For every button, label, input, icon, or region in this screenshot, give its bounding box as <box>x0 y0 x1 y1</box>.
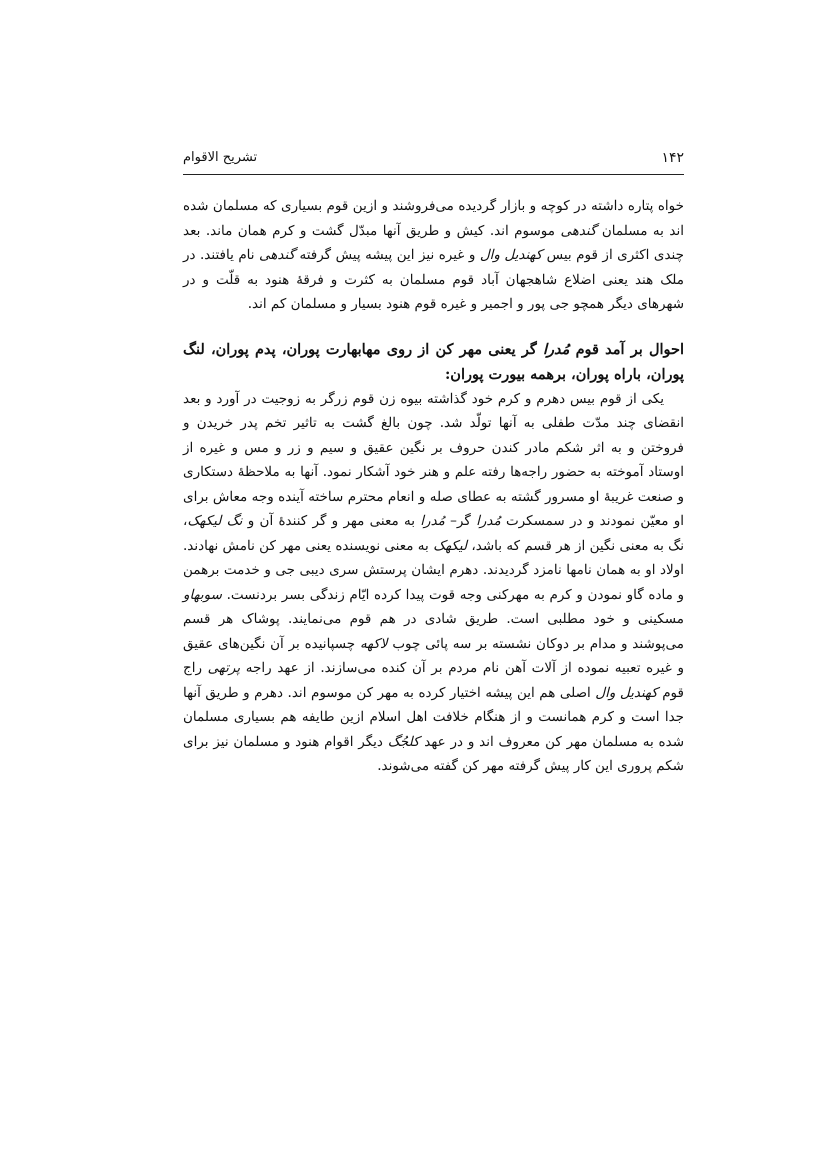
text-run: به معنی مهر و گر کنندهٔ آن و <box>242 513 421 529</box>
text-run: گر– <box>444 513 477 529</box>
page-number: ۱۴۲ <box>661 150 684 166</box>
italic-term: گندهی <box>560 222 597 239</box>
text-run: و غیره نیز این پیشه پیش گرفته <box>295 247 480 263</box>
italic-term: کهندیل وال <box>479 247 543 263</box>
section-heading <box>183 337 684 387</box>
text-run: دیگر اقوام هنود و مسلمان نیز برای شکم پروری این کار پیش گرفته مهر کن گفته می‌شوند. <box>183 733 684 774</box>
italic-term: گندهی <box>259 247 295 263</box>
text-run: موسوم اند. کیش و طریق آنها مبدّل گشت و کرم همان ماند. بعد چندی اکثری از قوم بیس <box>183 222 684 263</box>
paragraph-1 <box>183 194 684 317</box>
italic-term: لیکهک <box>433 537 468 554</box>
text-run: به معنی نویسنده یعنی مهر کن نامش نهادند. اولاد او به همان نامها نامزد گردیدند. دهرم ایشان پرستش سری دیبی جی و خدمت برهمن و ماده گاو نمودن و کرم به مهرکنی وجه قوت پیدا کرده ایّام زندگی بسر بردنست. <box>183 537 684 603</box>
italic-term: مُدرا <box>420 513 445 529</box>
italic-term: کلجُگ <box>387 733 420 750</box>
italic-term: پرتهی <box>207 660 241 676</box>
running-header <box>183 146 684 175</box>
italic-term: مُدرا <box>476 513 501 529</box>
text-run: مسکینی و خود مطلبی است. طریق شادی در هم قوم می‌نمایند. پوشاک هر قسم می‌پوشند و مدام بر دوکان نشسته بر سه پائی چوب <box>183 611 684 652</box>
text-run: ، نگ به معنی نگین از هر قسم که باشد، <box>183 513 685 554</box>
italic-term: لاکهه <box>359 635 388 652</box>
text-run: خواه پتاره داشته در کوچه و بازار گردیده می‌فروشند و ازین قوم بسیاری که مسلمان شده اند به مسلمان <box>183 198 684 239</box>
page-body <box>183 194 684 779</box>
italic-term: نگ لیکهک <box>187 513 243 529</box>
italic-term: کهندیل وال <box>595 684 658 701</box>
text-run: اصلی هم این پیشه اختیار کرده به مهر کن موسوم اند. دهرم و طریق آنها جدا است و کرم همانست و از هنگام خلافت اهل اسلام ازین طایفه هم بسیاری مسلمان شده به مسلمان مهر کن معروف اند و در عهد <box>183 684 685 750</box>
text-run: گر یعنی مهر کن از روی مهابهارت پوران، پدم پوران، لنگ پوران، باراه پوران، برهمه بیورت پوران: <box>183 340 684 383</box>
text-run: چسپانیده بر آن نگین‌های عقیق و غیره تعبیه نموده از آلات آهن نام مردم بر آن کنده می‌سازند. از عهد راجه <box>183 635 684 676</box>
text-run: راج قوم <box>183 660 684 701</box>
text-run: یکی از قوم بیس دهرم و کرم خود گذاشته بیوه زن قوم زرگر به زوجیت در آورد و بعد انقضای چند مدّت طفلی به آنها تولّد شد. چون بالغ گشت به تاثیر تخم پدر خریدن و فروختن و به اثر شکم مادر کندن حروف بر نگین عقیق و سیم و زر و مس و غیره از اوستاد آموخته به حضور راجه‌ها رفته علم و هنر خود آشکار نمود. آنها به ملاحظهٔ دستکاری و صنعت غریبهٔ او مسرور گشته به عطای صله و انعام محترم ساخته آینده وجه معاش برای او معیّن نمودند و در سمسکرت <box>183 390 684 529</box>
italic-term: سوبهاو <box>183 586 222 603</box>
running-title: تشریح الاقوام <box>183 150 258 165</box>
paragraph-2 <box>183 387 684 779</box>
text-run: احوال بر آمد قوم <box>569 340 684 358</box>
text-run: نام یافتند. در ملک هند یعنی اضلاع شاهجهان آباد قوم مسلمان به کثرت و فرقهٔ هنود به قلّت و در شهرهای دیگر همچو جی پور و اجمیر و غیره قوم هنود بسیار و مسلمان کم اند. <box>183 247 684 312</box>
italic-term: مُدرا <box>542 340 570 358</box>
